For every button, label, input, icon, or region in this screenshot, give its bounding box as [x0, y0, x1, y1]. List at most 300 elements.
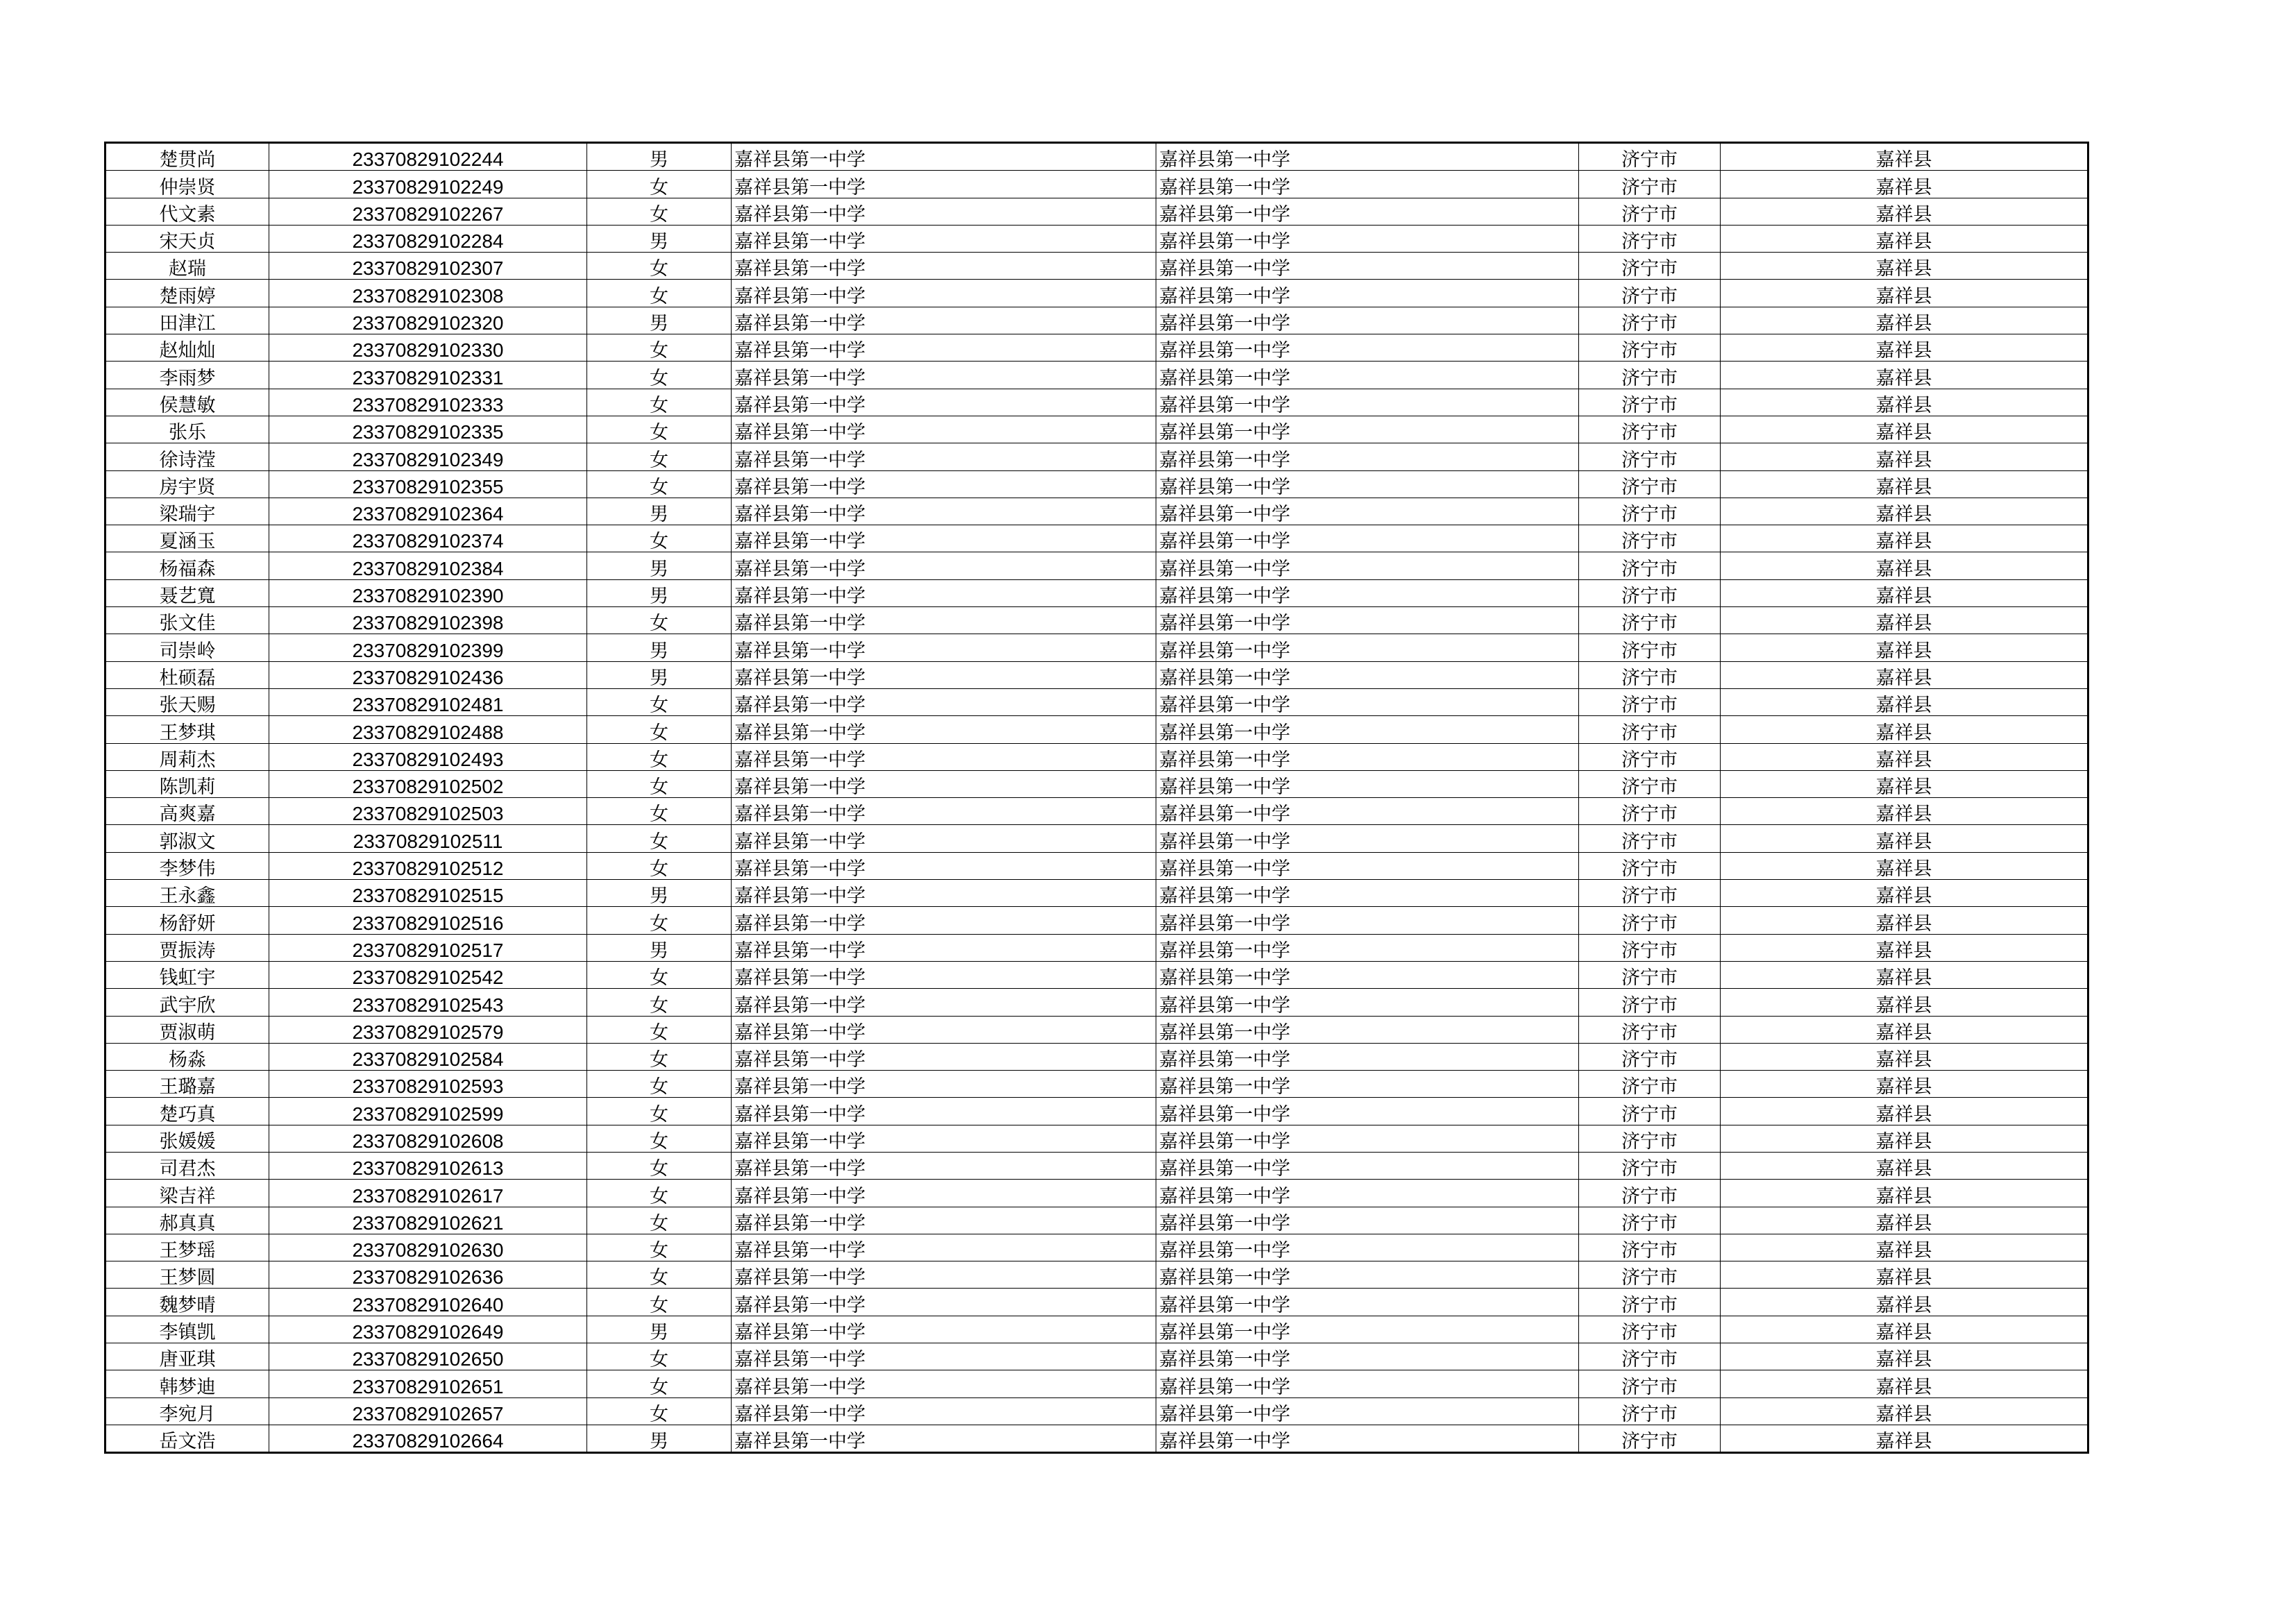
- table-row: [105, 334, 2088, 362]
- school2-cell: 嘉祥县第一中学: [1156, 1043, 1579, 1070]
- school-cell: 嘉祥县第一中学: [732, 607, 1156, 634]
- gender-cell: 女: [587, 1043, 732, 1070]
- name-cell: 王永鑫: [105, 880, 269, 907]
- gender-cell: 女: [587, 798, 732, 825]
- id-cell: 23370829102649: [269, 1316, 587, 1343]
- city-cell: 济宁市: [1579, 416, 1721, 443]
- name-cell: 魏梦晴: [105, 1289, 269, 1316]
- school2-cell: 嘉祥县第一中学: [1156, 1152, 1579, 1179]
- table-row: [105, 634, 2088, 661]
- school2-cell: 嘉祥县第一中学: [1156, 716, 1579, 743]
- school-cell: 嘉祥县第一中学: [732, 1316, 1156, 1343]
- id-cell: 23370829102543: [269, 989, 587, 1016]
- name-cell: 周莉杰: [105, 743, 269, 770]
- table-row: [105, 307, 2088, 334]
- name-cell: 杨福森: [105, 552, 269, 579]
- id-cell: 23370829102617: [269, 1180, 587, 1207]
- county-cell: 嘉祥县: [1721, 443, 2088, 470]
- table-row: [105, 716, 2088, 743]
- city-cell: 济宁市: [1579, 880, 1721, 907]
- table-row: [105, 389, 2088, 416]
- school-cell: 嘉祥县第一中学: [732, 443, 1156, 470]
- school2-cell: 嘉祥县第一中学: [1156, 1071, 1579, 1098]
- student-roster-table: [104, 142, 2089, 1454]
- city-cell: 济宁市: [1579, 852, 1721, 879]
- table-row: [105, 825, 2088, 852]
- table-row: [105, 552, 2088, 579]
- table-row: [105, 770, 2088, 797]
- school2-cell: 嘉祥县第一中学: [1156, 1343, 1579, 1370]
- city-cell: 济宁市: [1579, 1207, 1721, 1234]
- gender-cell: 女: [587, 1343, 732, 1370]
- table-row: [105, 280, 2088, 307]
- id-cell: 23370829102364: [269, 498, 587, 525]
- school-cell: 嘉祥县第一中学: [732, 1098, 1156, 1125]
- id-cell: 23370829102335: [269, 416, 587, 443]
- gender-cell: 女: [587, 1071, 732, 1098]
- school-cell: 嘉祥县第一中学: [732, 989, 1156, 1016]
- county-cell: 嘉祥县: [1721, 1098, 2088, 1125]
- name-cell: 李雨梦: [105, 362, 269, 389]
- county-cell: 嘉祥县: [1721, 1207, 2088, 1234]
- name-cell: 李宛月: [105, 1397, 269, 1425]
- gender-cell: 女: [587, 1125, 732, 1152]
- name-cell: 王梦瑶: [105, 1234, 269, 1261]
- school2-cell: 嘉祥县第一中学: [1156, 171, 1579, 198]
- city-cell: 济宁市: [1579, 362, 1721, 389]
- id-cell: 23370829102650: [269, 1343, 587, 1370]
- id-cell: 23370829102599: [269, 1098, 587, 1125]
- school-cell: 嘉祥县第一中学: [732, 171, 1156, 198]
- school-cell: 嘉祥县第一中学: [732, 307, 1156, 334]
- table-row: [105, 1152, 2088, 1179]
- city-cell: 济宁市: [1579, 1261, 1721, 1289]
- name-cell: 田津江: [105, 307, 269, 334]
- school2-cell: 嘉祥县第一中学: [1156, 334, 1579, 362]
- name-cell: 陈凯莉: [105, 770, 269, 797]
- school-cell: 嘉祥县第一中学: [732, 661, 1156, 688]
- county-cell: 嘉祥县: [1721, 1125, 2088, 1152]
- city-cell: 济宁市: [1579, 1098, 1721, 1125]
- name-cell: 聂艺寬: [105, 579, 269, 606]
- school2-cell: 嘉祥县第一中学: [1156, 661, 1579, 688]
- school-cell: 嘉祥县第一中学: [732, 1016, 1156, 1043]
- school2-cell: 嘉祥县第一中学: [1156, 1397, 1579, 1425]
- county-cell: 嘉祥县: [1721, 607, 2088, 634]
- county-cell: 嘉祥县: [1721, 280, 2088, 307]
- gender-cell: 女: [587, 280, 732, 307]
- county-cell: 嘉祥县: [1721, 961, 2088, 988]
- county-cell: 嘉祥县: [1721, 1180, 2088, 1207]
- city-cell: 济宁市: [1579, 1316, 1721, 1343]
- name-cell: 司君杰: [105, 1152, 269, 1179]
- name-cell: 宋天贞: [105, 225, 269, 252]
- table-row: [105, 798, 2088, 825]
- county-cell: 嘉祥县: [1721, 907, 2088, 934]
- school-cell: 嘉祥县第一中学: [732, 334, 1156, 362]
- county-cell: 嘉祥县: [1721, 1425, 2088, 1452]
- gender-cell: 女: [587, 825, 732, 852]
- name-cell: 梁瑞宇: [105, 498, 269, 525]
- table-row: [105, 1207, 2088, 1234]
- county-cell: 嘉祥县: [1721, 880, 2088, 907]
- school-cell: 嘉祥县第一中学: [732, 634, 1156, 661]
- id-cell: 23370829102512: [269, 852, 587, 879]
- gender-cell: 女: [587, 443, 732, 470]
- gender-cell: 女: [587, 1289, 732, 1316]
- table-row: [105, 1071, 2088, 1098]
- school2-cell: 嘉祥县第一中学: [1156, 907, 1579, 934]
- county-cell: 嘉祥县: [1721, 825, 2088, 852]
- county-cell: 嘉祥县: [1721, 1016, 2088, 1043]
- id-cell: 23370829102503: [269, 798, 587, 825]
- city-cell: 济宁市: [1579, 389, 1721, 416]
- table-row: [105, 1043, 2088, 1070]
- gender-cell: 女: [587, 743, 732, 770]
- id-cell: 23370829102542: [269, 961, 587, 988]
- table-row: [105, 907, 2088, 934]
- table-row: [105, 1343, 2088, 1370]
- city-cell: 济宁市: [1579, 1289, 1721, 1316]
- city-cell: 济宁市: [1579, 743, 1721, 770]
- name-cell: 高爽嘉: [105, 798, 269, 825]
- table-row: [105, 880, 2088, 907]
- name-cell: 张媛媛: [105, 1125, 269, 1152]
- table-row: [105, 989, 2088, 1016]
- gender-cell: 女: [587, 362, 732, 389]
- county-cell: 嘉祥县: [1721, 1343, 2088, 1370]
- gender-cell: 女: [587, 525, 732, 552]
- gender-cell: 男: [587, 1316, 732, 1343]
- school2-cell: 嘉祥县第一中学: [1156, 307, 1579, 334]
- county-cell: 嘉祥县: [1721, 716, 2088, 743]
- school2-cell: 嘉祥县第一中学: [1156, 1180, 1579, 1207]
- county-cell: 嘉祥县: [1721, 579, 2088, 606]
- city-cell: 济宁市: [1579, 907, 1721, 934]
- county-cell: 嘉祥县: [1721, 1152, 2088, 1179]
- gender-cell: 女: [587, 852, 732, 879]
- gender-cell: 女: [587, 1261, 732, 1289]
- table-row: [105, 443, 2088, 470]
- school2-cell: 嘉祥县第一中学: [1156, 1234, 1579, 1261]
- school2-cell: 嘉祥县第一中学: [1156, 579, 1579, 606]
- name-cell: 李镇凯: [105, 1316, 269, 1343]
- id-cell: 23370829102349: [269, 443, 587, 470]
- gender-cell: 女: [587, 961, 732, 988]
- city-cell: 济宁市: [1579, 579, 1721, 606]
- gender-cell: 女: [587, 1370, 732, 1397]
- school-cell: 嘉祥县第一中学: [732, 961, 1156, 988]
- table-row: [105, 143, 2088, 171]
- city-cell: 济宁市: [1579, 498, 1721, 525]
- county-cell: 嘉祥县: [1721, 389, 2088, 416]
- school-cell: 嘉祥县第一中学: [732, 280, 1156, 307]
- school-cell: 嘉祥县第一中学: [732, 225, 1156, 252]
- city-cell: 济宁市: [1579, 661, 1721, 688]
- name-cell: 贾淑萌: [105, 1016, 269, 1043]
- school-cell: 嘉祥县第一中学: [732, 362, 1156, 389]
- table-row: [105, 934, 2088, 961]
- id-cell: 23370829102651: [269, 1370, 587, 1397]
- city-cell: 济宁市: [1579, 770, 1721, 797]
- name-cell: 杨淼: [105, 1043, 269, 1070]
- gender-cell: 女: [587, 1207, 732, 1234]
- gender-cell: 男: [587, 579, 732, 606]
- table-row: [105, 1316, 2088, 1343]
- city-cell: 济宁市: [1579, 1180, 1721, 1207]
- gender-cell: 男: [587, 1425, 732, 1452]
- school2-cell: 嘉祥县第一中学: [1156, 470, 1579, 498]
- school-cell: 嘉祥县第一中学: [732, 688, 1156, 715]
- table-row: [105, 1234, 2088, 1261]
- name-cell: 韩梦迪: [105, 1370, 269, 1397]
- county-cell: 嘉祥县: [1721, 253, 2088, 280]
- city-cell: 济宁市: [1579, 443, 1721, 470]
- school-cell: 嘉祥县第一中学: [732, 1125, 1156, 1152]
- gender-cell: 女: [587, 688, 732, 715]
- table-row: [105, 1016, 2088, 1043]
- school-cell: 嘉祥县第一中学: [732, 389, 1156, 416]
- id-cell: 23370829102481: [269, 688, 587, 715]
- county-cell: 嘉祥县: [1721, 525, 2088, 552]
- county-cell: 嘉祥县: [1721, 171, 2088, 198]
- county-cell: 嘉祥县: [1721, 362, 2088, 389]
- school-cell: 嘉祥县第一中学: [732, 198, 1156, 225]
- county-cell: 嘉祥县: [1721, 688, 2088, 715]
- gender-cell: 女: [587, 1098, 732, 1125]
- school2-cell: 嘉祥县第一中学: [1156, 362, 1579, 389]
- school-cell: 嘉祥县第一中学: [732, 798, 1156, 825]
- school-cell: 嘉祥县第一中学: [732, 525, 1156, 552]
- school-cell: 嘉祥县第一中学: [732, 470, 1156, 498]
- school2-cell: 嘉祥县第一中学: [1156, 498, 1579, 525]
- id-cell: 23370829102493: [269, 743, 587, 770]
- table-row: [105, 416, 2088, 443]
- school-cell: 嘉祥县第一中学: [732, 770, 1156, 797]
- id-cell: 23370829102374: [269, 525, 587, 552]
- name-cell: 夏涵玉: [105, 525, 269, 552]
- id-cell: 23370829102333: [269, 389, 587, 416]
- city-cell: 济宁市: [1579, 1370, 1721, 1397]
- id-cell: 23370829102636: [269, 1261, 587, 1289]
- city-cell: 济宁市: [1579, 716, 1721, 743]
- id-cell: 23370829102517: [269, 934, 587, 961]
- name-cell: 楚巧真: [105, 1098, 269, 1125]
- city-cell: 济宁市: [1579, 934, 1721, 961]
- school2-cell: 嘉祥县第一中学: [1156, 798, 1579, 825]
- table-row: [105, 198, 2088, 225]
- gender-cell: 女: [587, 1152, 732, 1179]
- school-cell: 嘉祥县第一中学: [732, 143, 1156, 171]
- school2-cell: 嘉祥县第一中学: [1156, 198, 1579, 225]
- id-cell: 23370829102308: [269, 280, 587, 307]
- id-cell: 23370829102390: [269, 579, 587, 606]
- county-cell: 嘉祥县: [1721, 1071, 2088, 1098]
- school2-cell: 嘉祥县第一中学: [1156, 389, 1579, 416]
- school-cell: 嘉祥县第一中学: [732, 880, 1156, 907]
- city-cell: 济宁市: [1579, 525, 1721, 552]
- name-cell: 赵瑞: [105, 253, 269, 280]
- county-cell: 嘉祥县: [1721, 743, 2088, 770]
- name-cell: 杜硕磊: [105, 661, 269, 688]
- table-row: [105, 579, 2088, 606]
- gender-cell: 女: [587, 989, 732, 1016]
- table-row: [105, 607, 2088, 634]
- name-cell: 张乐: [105, 416, 269, 443]
- school-cell: 嘉祥县第一中学: [732, 498, 1156, 525]
- city-cell: 济宁市: [1579, 634, 1721, 661]
- id-cell: 23370829102516: [269, 907, 587, 934]
- school2-cell: 嘉祥县第一中学: [1156, 825, 1579, 852]
- name-cell: 李梦伟: [105, 852, 269, 879]
- county-cell: 嘉祥县: [1721, 498, 2088, 525]
- name-cell: 楚贯尚: [105, 143, 269, 171]
- table-row: [105, 171, 2088, 198]
- gender-cell: 女: [587, 907, 732, 934]
- id-cell: 23370829102284: [269, 225, 587, 252]
- name-cell: 张文佳: [105, 607, 269, 634]
- school2-cell: 嘉祥县第一中学: [1156, 770, 1579, 797]
- name-cell: 杨舒妍: [105, 907, 269, 934]
- city-cell: 济宁市: [1579, 1425, 1721, 1452]
- school2-cell: 嘉祥县第一中学: [1156, 143, 1579, 171]
- gender-cell: 男: [587, 934, 732, 961]
- gender-cell: 女: [587, 1234, 732, 1261]
- county-cell: 嘉祥县: [1721, 198, 2088, 225]
- school-cell: 嘉祥县第一中学: [732, 579, 1156, 606]
- table-body: [105, 143, 2088, 1453]
- school-cell: 嘉祥县第一中学: [732, 852, 1156, 879]
- id-cell: 23370829102320: [269, 307, 587, 334]
- name-cell: 代文素: [105, 198, 269, 225]
- table-row: [105, 661, 2088, 688]
- table-row: [105, 743, 2088, 770]
- school-cell: 嘉祥县第一中学: [732, 1180, 1156, 1207]
- id-cell: 23370829102399: [269, 634, 587, 661]
- school2-cell: 嘉祥县第一中学: [1156, 688, 1579, 715]
- table-row: [105, 362, 2088, 389]
- school2-cell: 嘉祥县第一中学: [1156, 1425, 1579, 1452]
- city-cell: 济宁市: [1579, 198, 1721, 225]
- school2-cell: 嘉祥县第一中学: [1156, 1370, 1579, 1397]
- county-cell: 嘉祥县: [1721, 852, 2088, 879]
- table-row: [105, 225, 2088, 252]
- school-cell: 嘉祥县第一中学: [732, 1152, 1156, 1179]
- id-cell: 23370829102330: [269, 334, 587, 362]
- id-cell: 23370829102355: [269, 470, 587, 498]
- table-row: [105, 525, 2088, 552]
- id-cell: 23370829102307: [269, 253, 587, 280]
- gender-cell: 女: [587, 334, 732, 362]
- table-row: [105, 1180, 2088, 1207]
- city-cell: 济宁市: [1579, 253, 1721, 280]
- county-cell: 嘉祥县: [1721, 552, 2088, 579]
- id-cell: 23370829102657: [269, 1397, 587, 1425]
- id-cell: 23370829102579: [269, 1016, 587, 1043]
- table-row: [105, 688, 2088, 715]
- county-cell: 嘉祥县: [1721, 798, 2088, 825]
- school-cell: 嘉祥县第一中学: [732, 1261, 1156, 1289]
- gender-cell: 女: [587, 470, 732, 498]
- table-row: [105, 1261, 2088, 1289]
- id-cell: 23370829102488: [269, 716, 587, 743]
- school2-cell: 嘉祥县第一中学: [1156, 1098, 1579, 1125]
- table-row: [105, 1098, 2088, 1125]
- city-cell: 济宁市: [1579, 225, 1721, 252]
- county-cell: 嘉祥县: [1721, 1043, 2088, 1070]
- school-cell: 嘉祥县第一中学: [732, 1071, 1156, 1098]
- gender-cell: 男: [587, 225, 732, 252]
- name-cell: 楚雨婷: [105, 280, 269, 307]
- table-row: [105, 470, 2088, 498]
- gender-cell: 男: [587, 307, 732, 334]
- county-cell: 嘉祥县: [1721, 634, 2088, 661]
- gender-cell: 男: [587, 661, 732, 688]
- table-row: [105, 852, 2088, 879]
- school-cell: 嘉祥县第一中学: [732, 1425, 1156, 1452]
- name-cell: 梁吉祥: [105, 1180, 269, 1207]
- id-cell: 23370829102613: [269, 1152, 587, 1179]
- name-cell: 赵灿灿: [105, 334, 269, 362]
- gender-cell: 女: [587, 607, 732, 634]
- city-cell: 济宁市: [1579, 1397, 1721, 1425]
- school2-cell: 嘉祥县第一中学: [1156, 552, 1579, 579]
- table-row: [105, 1289, 2088, 1316]
- county-cell: 嘉祥县: [1721, 225, 2088, 252]
- id-cell: 23370829102664: [269, 1425, 587, 1452]
- id-cell: 23370829102584: [269, 1043, 587, 1070]
- name-cell: 贾振涛: [105, 934, 269, 961]
- county-cell: 嘉祥县: [1721, 989, 2088, 1016]
- gender-cell: 女: [587, 770, 732, 797]
- id-cell: 23370829102244: [269, 143, 587, 171]
- gender-cell: 女: [587, 389, 732, 416]
- name-cell: 郝真真: [105, 1207, 269, 1234]
- name-cell: 岳文浩: [105, 1425, 269, 1452]
- school2-cell: 嘉祥县第一中学: [1156, 253, 1579, 280]
- id-cell: 23370829102436: [269, 661, 587, 688]
- city-cell: 济宁市: [1579, 688, 1721, 715]
- gender-cell: 女: [587, 1180, 732, 1207]
- school-cell: 嘉祥县第一中学: [732, 716, 1156, 743]
- name-cell: 王梦圆: [105, 1261, 269, 1289]
- id-cell: 23370829102331: [269, 362, 587, 389]
- school2-cell: 嘉祥县第一中学: [1156, 743, 1579, 770]
- name-cell: 徐诗滢: [105, 443, 269, 470]
- city-cell: 济宁市: [1579, 1234, 1721, 1261]
- school2-cell: 嘉祥县第一中学: [1156, 1207, 1579, 1234]
- name-cell: 武宇欣: [105, 989, 269, 1016]
- school2-cell: 嘉祥县第一中学: [1156, 1289, 1579, 1316]
- school-cell: 嘉祥县第一中学: [732, 1043, 1156, 1070]
- name-cell: 唐亚琪: [105, 1343, 269, 1370]
- city-cell: 济宁市: [1579, 143, 1721, 171]
- city-cell: 济宁市: [1579, 1343, 1721, 1370]
- county-cell: 嘉祥县: [1721, 307, 2088, 334]
- id-cell: 23370829102515: [269, 880, 587, 907]
- city-cell: 济宁市: [1579, 961, 1721, 988]
- city-cell: 济宁市: [1579, 607, 1721, 634]
- gender-cell: 男: [587, 880, 732, 907]
- school-cell: 嘉祥县第一中学: [732, 934, 1156, 961]
- school2-cell: 嘉祥县第一中学: [1156, 607, 1579, 634]
- school-cell: 嘉祥县第一中学: [732, 1397, 1156, 1425]
- city-cell: 济宁市: [1579, 280, 1721, 307]
- id-cell: 23370829102267: [269, 198, 587, 225]
- school2-cell: 嘉祥县第一中学: [1156, 852, 1579, 879]
- city-cell: 济宁市: [1579, 307, 1721, 334]
- table-row: [105, 1397, 2088, 1425]
